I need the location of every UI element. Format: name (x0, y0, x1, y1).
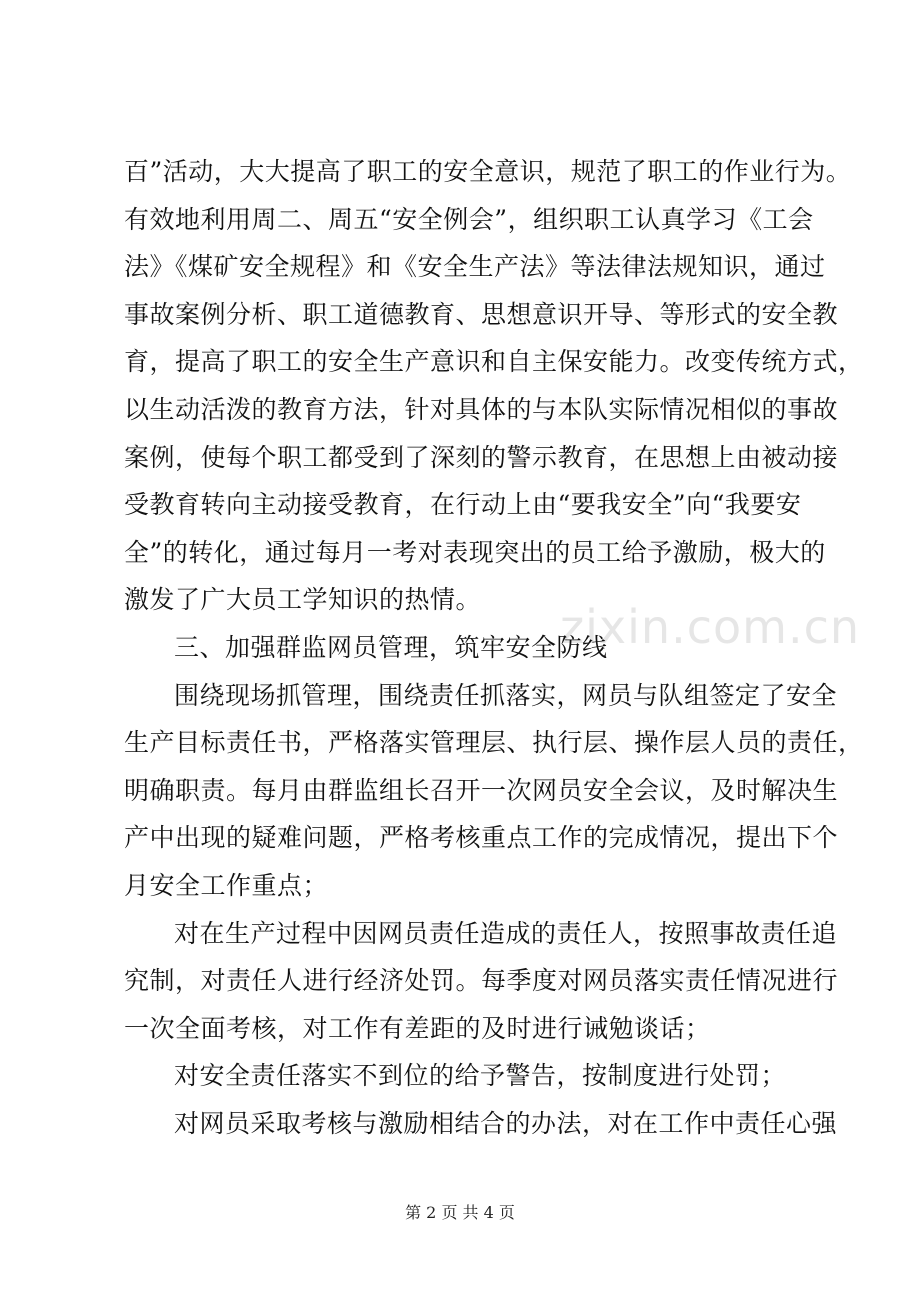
text-line: 生产目标责任书，严格落实管理层、执行层、操作层人员的责任， (124, 728, 864, 758)
page-footer: 第 2 页 共 4 页 (405, 1203, 515, 1222)
text-line: 三、加强群监网员管理，筑牢安全防线 (174, 632, 608, 662)
text-line: 产中出现的疑难问题，严格考核重点工作的完成情况，提出下个 (124, 823, 839, 853)
text-line: 以生动活泼的教育方法，针对具体的与本队实际情况相似的事故 (124, 394, 839, 424)
text-line: 围绕现场抓管理，围绕责任抓落实，网员与队组签定了安全 (174, 680, 838, 710)
text-line: 月安全工作重点； (124, 870, 329, 900)
text-line: 百”活动，大大提高了职工的安全意识，规范了职工的作业行为。 (124, 157, 852, 186)
text-line: 育，提高了职工的安全生产意识和自主保安能力。改变传统方式， (124, 347, 864, 377)
text-line: 究制，对责任人进行经济处罚。每季度对网员落实责任情况进行 (124, 966, 839, 996)
text-line: 对在生产过程中因网员责任造成的责任人，按照事故责任追 (174, 918, 838, 948)
text-line: 案例，使每个职工都受到了深刻的警示教育，在思想上由被动接 (124, 442, 839, 472)
text-line: 法》《煤矿安全规程》和《安全生产法》等法律法规知识，通过 (124, 252, 826, 282)
text-line: 有效地利用周二、周五“安全例会”，组织职工认真学习《工会 (124, 204, 814, 234)
text-line: 全”的转化，通过每月一考对表现突出的员工给予激励，极大的 (124, 537, 826, 567)
watermark: zixin.com.cn (560, 600, 861, 654)
text-line: 对安全责任落实不到位的给予警告，按制度进行处罚； (174, 1061, 787, 1091)
text-line: 激发了广大员工学知识的热情。 (124, 585, 482, 615)
text-line: 对网员采取考核与激励相结合的办法，对在工作中责任心强 (174, 1108, 838, 1138)
text-line: 一次全面考核，对工作有差距的及时进行诫勉谈话； (124, 1013, 711, 1043)
text-line: 受教育转向主动接受教育，在行动上由“要我安全”向“我要安 (124, 490, 802, 520)
body-text (124, 148, 864, 1147)
text-line: 明确职责。每月由群监组长召开一次网员安全会议，及时解决生 (124, 775, 839, 805)
text-line: 事故案例分析、职工道德教育、思想意识开导、等形式的安全教 (124, 299, 839, 329)
